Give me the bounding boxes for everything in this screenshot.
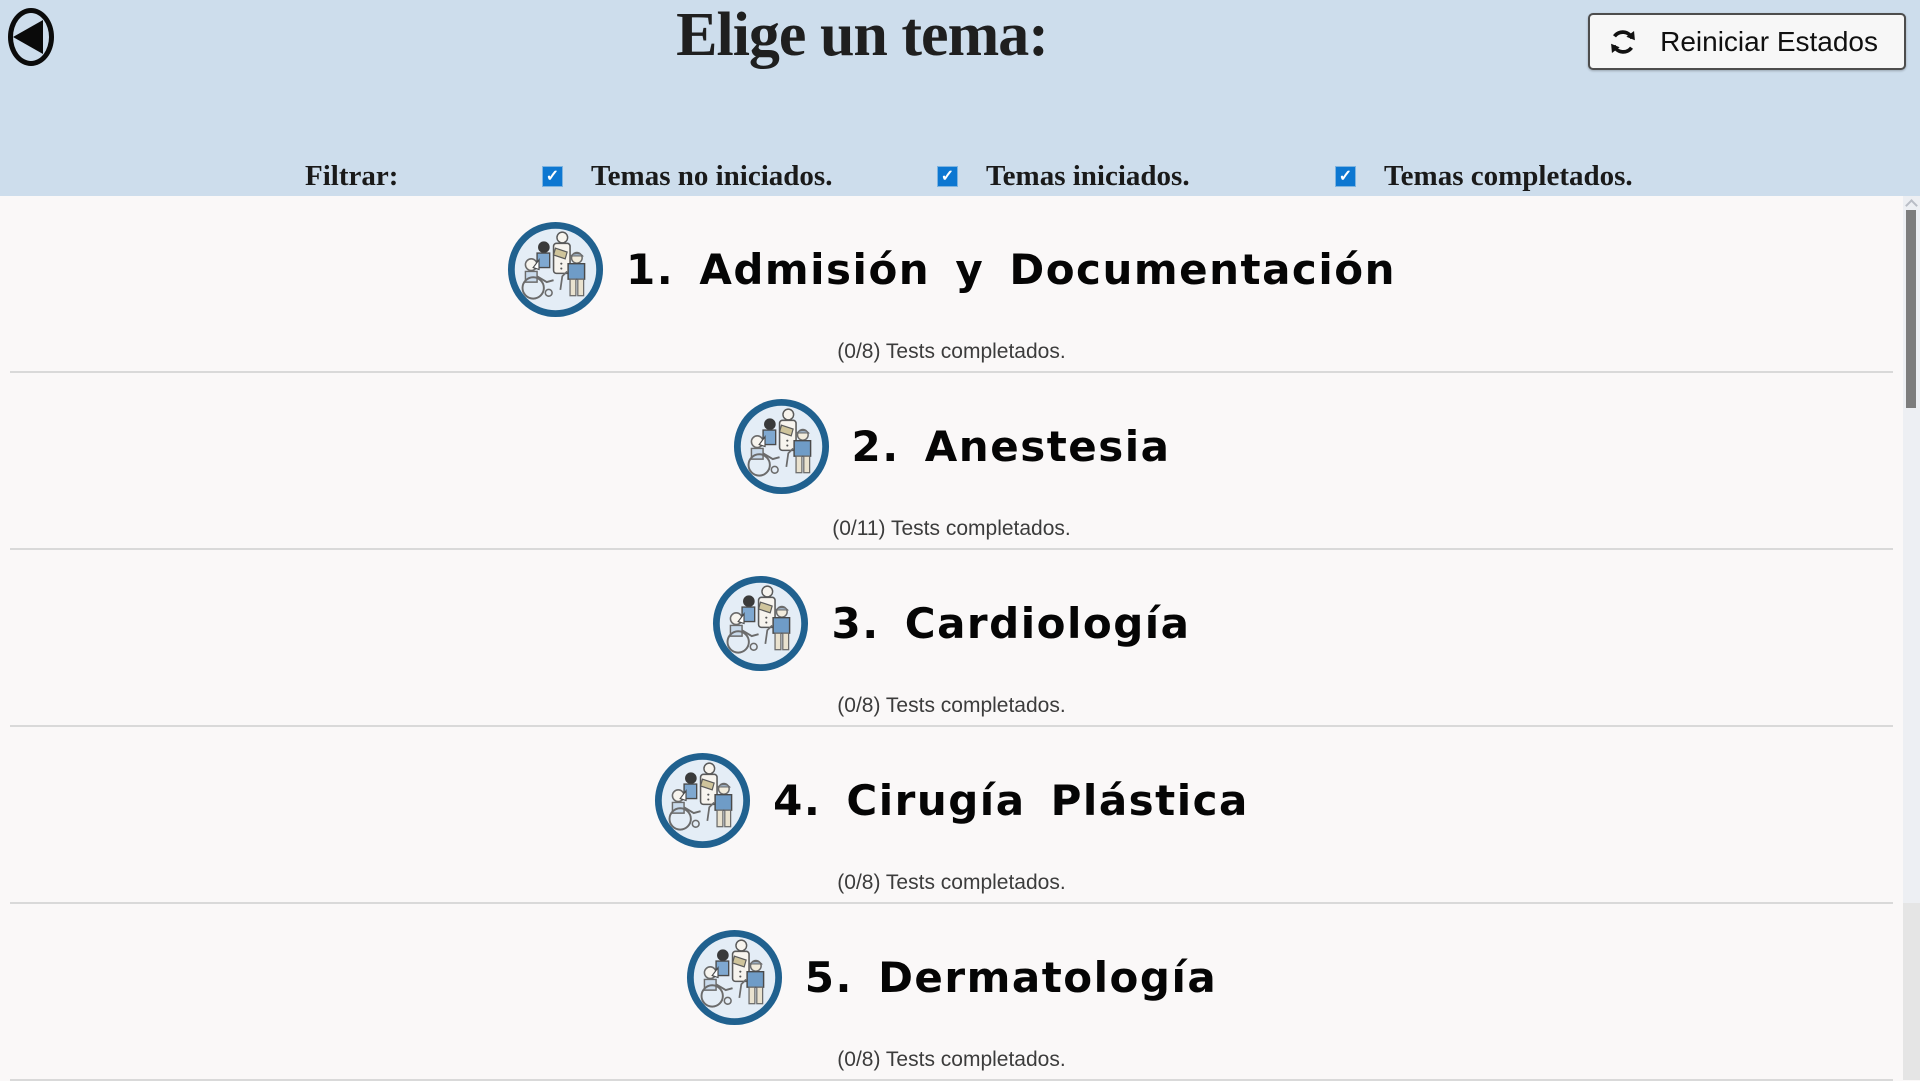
patients-pictogram-icon: [686, 929, 783, 1026]
topic-title: 1. Admisión y Documentación: [626, 245, 1396, 294]
filter-option-not-started: [542, 160, 832, 193]
checkmark-icon: ✓: [940, 167, 955, 185]
page-title: Elige un tema:: [676, 1, 1048, 69]
filter-option-started: [937, 160, 1190, 193]
filter-option-label: Temas completados.: [1384, 160, 1633, 192]
topic-status: (0/8) Tests completados.: [837, 871, 1066, 894]
topic-title: 4. Cirugía Plástica: [773, 776, 1249, 825]
topic-title: 5. Dermatología: [804, 953, 1218, 1002]
filter-option-completed: [1335, 160, 1633, 193]
filter-option-label: Temas no iniciados.: [591, 160, 833, 192]
reset-states-button[interactable]: [1588, 13, 1906, 70]
header: [0, 0, 1920, 196]
topic-status: (0/11) Tests completados.: [832, 517, 1071, 540]
topic-item-dermatologia[interactable]: [10, 904, 1893, 1081]
topic-status: (0/8) Tests completados.: [837, 694, 1066, 717]
refresh-icon: [1606, 25, 1640, 59]
topic-main-row: [654, 752, 1249, 849]
topic-item-anestesia[interactable]: [10, 373, 1893, 550]
topic-item-cardiologia[interactable]: [10, 550, 1893, 727]
filter-bar: [0, 160, 1920, 196]
topic-main-row: [507, 221, 1396, 318]
reset-states-label: Reiniciar Estados: [1660, 25, 1878, 57]
topic-list: [0, 196, 1903, 1081]
scrollbar-lower-track: [1903, 903, 1920, 1080]
topic-main-row: [733, 398, 1171, 495]
topic-status: (0/8) Tests completados.: [837, 1048, 1066, 1071]
patients-pictogram-icon: [733, 398, 830, 495]
filter-option-label: Temas iniciados.: [986, 160, 1190, 192]
topic-main-row: [686, 929, 1217, 1026]
patients-pictogram-icon: [712, 575, 809, 672]
topic-title: 3. Cardiología: [831, 599, 1191, 648]
checkmark-icon: ✓: [545, 167, 560, 185]
topic-status: (0/8) Tests completados.: [837, 340, 1066, 363]
filter-label: Filtrar:: [305, 160, 399, 192]
scrollbar-thumb[interactable]: [1906, 210, 1916, 408]
checkbox-not-started[interactable]: [542, 166, 563, 187]
checkmark-icon: ✓: [1338, 167, 1353, 185]
topic-item-cirugia-plastica[interactable]: [10, 727, 1893, 904]
topic-title: 2. Anestesia: [851, 422, 1171, 471]
patients-pictogram-icon: [507, 221, 604, 318]
scrollbar[interactable]: [1903, 196, 1920, 1080]
checkbox-started[interactable]: [937, 166, 958, 187]
topic-item-admision[interactable]: [10, 196, 1893, 373]
patients-pictogram-icon: [654, 752, 751, 849]
topic-main-row: [712, 575, 1190, 672]
checkbox-completed[interactable]: [1335, 166, 1356, 187]
